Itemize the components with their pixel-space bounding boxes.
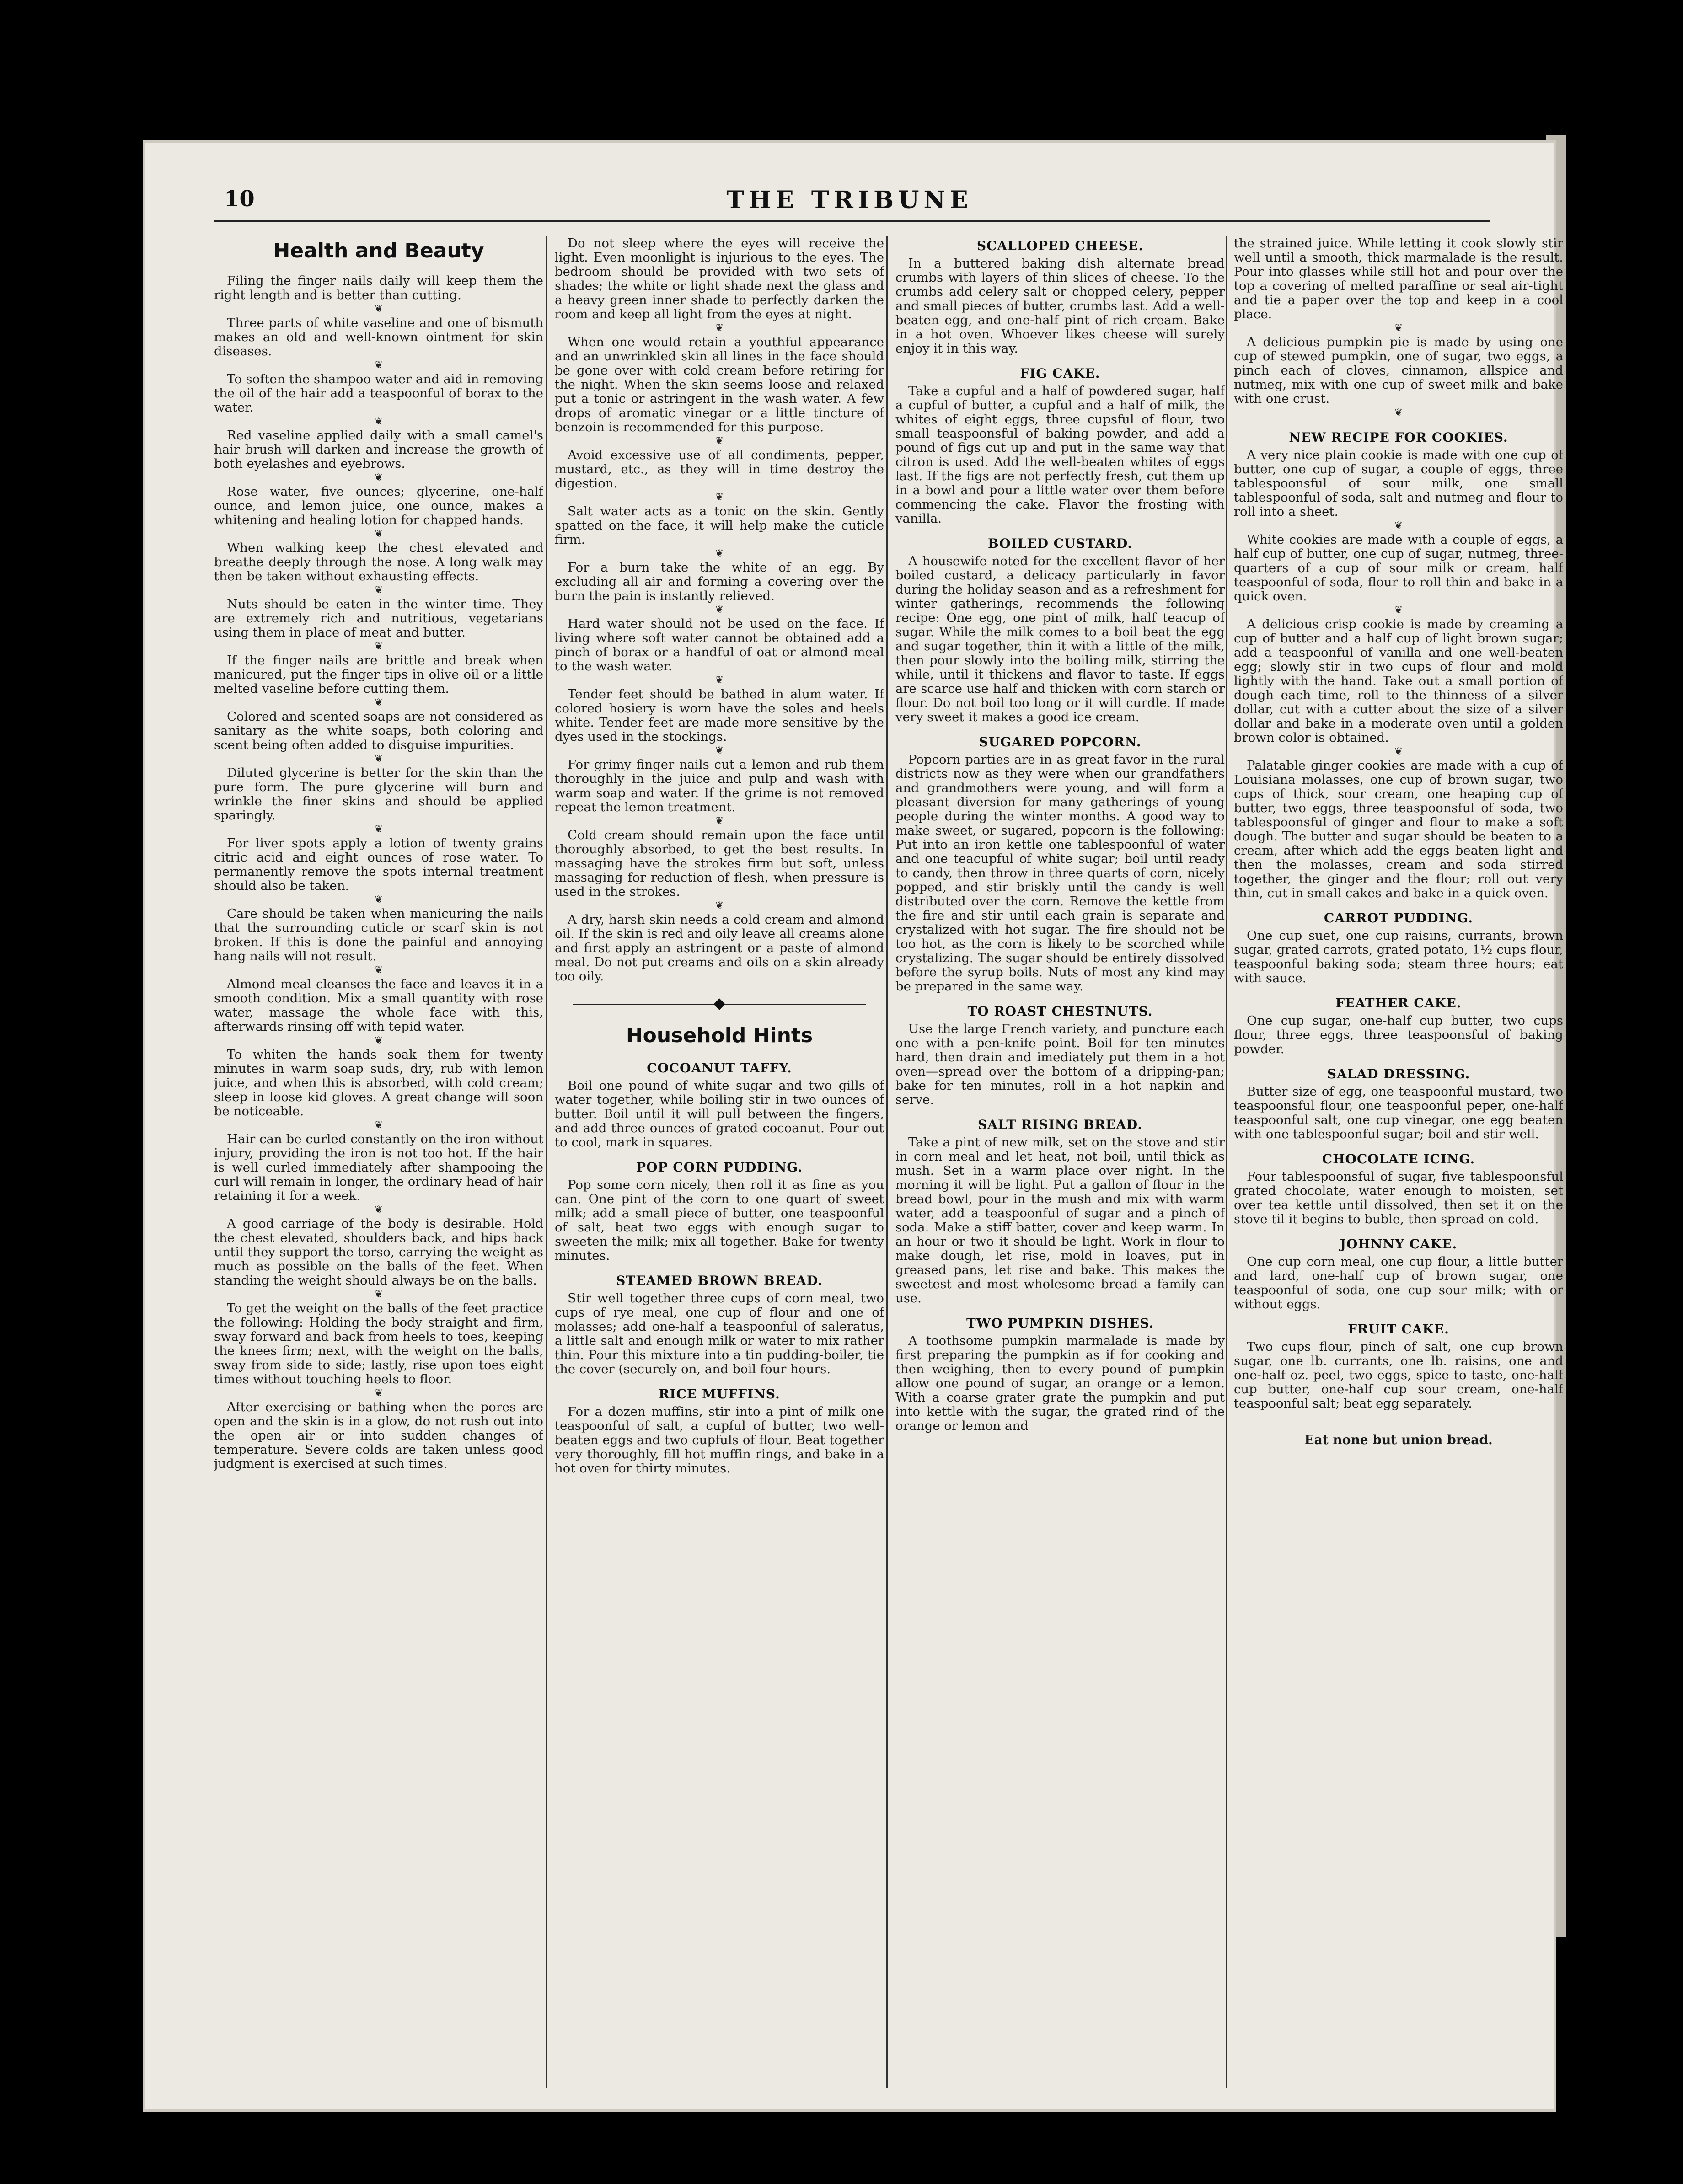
recipe-title: POP CORN PUDDING. (636, 1160, 803, 1175)
recipe-title: COCOANUT TAFFY. (647, 1060, 792, 1076)
recipe-title: CHOCOLATE ICING. (1322, 1151, 1475, 1167)
recipe-text: A delicious pumpkin pie is made by using one cup of stewed pumpkin, one of sugar, two eggs, a pinch each of cloves, cinnamon, allspice and nutmeg, mix with one cup of sweet milk and bake with one crust. (1234, 335, 1563, 406)
health-tip-paragraph: Nuts should be eaten in the winter time. They are extremely rich and nutritious, vegetarians using them in place of meat and butter. (214, 597, 543, 640)
column-rule-1 (546, 236, 547, 2088)
beauty-tip-paragraph: Avoid excessive use of all condiments, pepper, mustard, etc., as they will in time destroy the digestion. (555, 448, 884, 491)
recipe-text: One cup sugar, one-half cup butter, two cups flour, three eggs, three teaspoonsful of baking powder. (1234, 1013, 1563, 1056)
recipe-text: Take a pint of new milk, set on the stove and stir in corn meal and let heat, not boil, until thick as mush. Set in a warm place over night. In the morning it will be light. Put a gallon of flour in the bread bowl, pour in the mush and mix with warm water, add a teaspoonful of sugar and a pinch of soda. Make a stiff batter, cover and keep warm. In an hour or two it should be light. Work in flour to make dough, let rise, mold in loaves, put in greased pans, let rise and bake. This makes the sweetest and most wholesome bread a family can use. (895, 1135, 1225, 1306)
recipe-title: TWO PUMPKIN DISHES. (966, 1316, 1154, 1331)
fleuron-ornament-icon: ❦ (374, 1035, 383, 1046)
fleuron-ornament-icon: ❦ (374, 1289, 383, 1300)
fleuron-ornament-icon: ❦ (715, 548, 724, 559)
health-tip-paragraph: To soften the shampoo water and aid in removing the oil of the hair add a teaspoonful of borax to the water. (214, 372, 543, 415)
health-tip-paragraph: To get the weight on the balls of the feet practice the following: Holding the body straight and firm, sway forward and back from heels to toes, keeping the knees firm; next, with the weight on the balls, sway from side to side; lastly, rise upon toes eight times without touching heels to floor. (214, 1301, 543, 1386)
recipe-title: BOILED CUSTARD. (988, 536, 1132, 551)
recipe-text: Take a cupful and a half of powdered sugar, half a cupful of butter, a cupful and a half of milk, the whites of eight eggs, three cupsful of flour, two small teaspoonsful of baking powder, and add a pound of figs cut up and put in the same way that citron is used. Add the well-beaten whites of eggs last. If the figs are not perfectly fresh, cut them up in a bowl and pour a little water over them before commencing the cake. Flavor the frosting with vanilla. (895, 384, 1225, 526)
health-tip-paragraph: Rose water, five ounces; glycerine, one-half ounce, and lemon juice, one ounce, makes a whitening and healing lotion for chapped hands. (214, 484, 543, 527)
recipe-text: Two cups flour, pinch of salt, one cup brown sugar, one lb. currants, one lb. raisins, one and one-half oz. peel, two eggs, spice to taste, one-half cup butter, one-half cup sour cream, one-half teaspoonful salt; beat egg separately. (1234, 1339, 1563, 1411)
recipe-text: Stir well together three cups of corn meal, two cups of rye meal, one cup of flour and one of molasses; add one-half a teaspoonful of saleratus, a little salt and enough milk or water to mix rather thin. Pour this mixture into a tin pudding-boiler, tie the cover (securely on, and boil four hours. (555, 1291, 884, 1376)
fleuron-ornament-icon: ❦ (715, 435, 724, 447)
recipe-text: For a dozen muffins, stir into a pint of milk one teaspoonful of salt, a cupful of butter, two well-beaten eggs and two cupfuls of flour. Beat together very thoroughly, fill hot muffin rings, and bake in a hot oven for thirty minutes. (555, 1404, 884, 1476)
recipe-title: RICE MUFFINS. (659, 1386, 780, 1402)
recipe-text: Four tablespoonsful of sugar, five tablespoonsful grated chocolate, water enough to moisten, set over tea kettle until dissolved, then set it on the stove til it begins to buble, then spread on cold. (1234, 1169, 1563, 1226)
health-tip-paragraph: When walking keep the chest elevated and breathe deeply through the nose. A long walk may then be taken without exhausting effects. (214, 541, 543, 583)
recipes-list-4 (1234, 406, 1563, 1411)
fleuron-ornament-icon: ❦ (374, 964, 383, 976)
fleuron-ornament-icon: ❦ (374, 472, 383, 483)
beauty-tip-paragraph: Do not sleep where the eyes will receive the light. Even moonlight is injurious to the eyes. The bedroom should be provided with two sets of shades; the white or light shade next the glass and a heavy green inner shade to perfectly darken the room and keep all light from the eyes at night. (555, 236, 884, 321)
fleuron-ornament-icon: ❦ (715, 900, 724, 911)
recipe-text: Popcorn parties are in as great favor in the rural districts now as they were when our grandfathers and grandmothers were young, and will form a pleasant diversion for many gatherings of young people during the winter months. A good way to make sweet, or sugared, popcorn is the following: Put into an iron kettle one tablespoonful of water and one teacupful of white sugar; boil until ready to candy, then throw in three quarts of corn, nicely popped, and stir briskly until the candy is well distributed over the corn. Remove the kettle from the fire and stir until each grain is separate and crystalized with hot sugar. The fire should not be too hot, as the corn is likely to be scorched while crystalizing. The sugar should be entirely dissolved before the syrup boils. Nuts of most any kind may be prepared in the same way. (895, 752, 1225, 994)
health-tip-paragraph: After exercising or bathing when the pores are open and the skin is in a glow, do not rush out into the open air or into sudden changes of temperature. Severe colds are taken unless good judgment is exercised at such times. (214, 1400, 543, 1471)
fleuron-ornament-icon: ❦ (374, 1204, 383, 1215)
recipe-text: Boil one pound of white sugar and two gills of water together, while boiling stir in two ounces of butter. Boil until it will pull between the fingers, and add three ounces of grated cocoanut. Pour out to cool, mark in squares. (555, 1078, 884, 1150)
recipe-text: One cup suet, one cup raisins, currants, brown sugar, grated carrots, grated potato, 1½ cups flour, teaspoonful baking soda; steam three hours; eat with sauce. (1234, 928, 1563, 985)
fleuron-ornament-icon: ❦ (715, 745, 724, 756)
beauty-tip-paragraph: When one would retain a youthful appearance and an unwrinkled skin all lines in the face should be gone over with cold cream before retiring for the night. When the skin seems loose and relaxed put a tonic or astringent in the wash water. A few drops of aromatic vinegar or a little tincture of benzoin is recommended for this purpose. (555, 335, 884, 434)
beauty-tip-paragraph: For a burn take the white of an egg. By excluding all air and forming a covering over the burn the pain is instantly relieved. (555, 560, 884, 603)
diamond-ornament-icon (713, 998, 725, 1010)
fleuron-ornament-icon: ❦ (374, 416, 383, 427)
recipe-text: Use the large French variety, and puncture each one with a pen-knife point. Boil for ten minutes hard, then drain and imediately put them in a hot oven—spread over the bottom of a dripping-pan; bake for ten minutes, roll in a hot napkin and serve. (895, 1022, 1225, 1107)
beauty-tip-paragraph: Salt water acts as a tonic on the skin. Gently spatted on the face, it will help make the cuticle firm. (555, 504, 884, 547)
fleuron-ornament-icon: ❦ (715, 322, 724, 334)
fleuron-ornament-icon: ❦ (374, 528, 383, 540)
section-heading-household-hints: Household Hints (626, 1024, 813, 1047)
fleuron-ornament-icon: ❦ (715, 492, 724, 503)
recipe-title: TO ROAST CHESTNUTS. (967, 1004, 1153, 1019)
recipe-title: FRUIT CAKE. (1348, 1322, 1449, 1337)
recipe-text: the strained juice. While letting it cook slowly stir well until a smooth, thick marmalade is the result. Pour into glasses while still hot and pour over the top a covering of melted paraffine or seal air-tight and tie a paper over the top and keep in a cool place. (1234, 236, 1563, 321)
fleuron-ornament-icon: ❦ (374, 584, 383, 596)
health-tip-paragraph: Hair can be curled constantly on the iron without injury, providing the iron is not too hot. If the hair is well curled immediately after shampooing the curl will remain in longer, the ordinary head of hair retaining it for a week. (214, 1132, 543, 1203)
recipe-title: SALT RISING BREAD. (978, 1117, 1142, 1132)
recipes-list-3 (895, 236, 1225, 1433)
page-number: 10 (224, 186, 255, 212)
recipe-title: FEATHER CAKE. (1335, 996, 1462, 1011)
fleuron-ornament-icon: ❦ (374, 1387, 383, 1399)
column-rule-3 (1226, 236, 1227, 2088)
fleuron-ornament-icon: ❦ (715, 674, 724, 686)
recipe-text: One cup corn meal, one cup flour, a little butter and lard, one-half cup of brown sugar, one teaspoonful of soda, one cup sour milk; with or without eggs. (1234, 1254, 1563, 1311)
recipe-title: SALAD DRESSING. (1327, 1066, 1470, 1081)
fleuron-ornament-icon: ❦ (374, 894, 383, 905)
health-tip-paragraph: To whiten the hands soak them for twenty minutes in warm soap suds, dry, rub with lemon juice, and when this is absorbed, with cold cream; sleep in loose kid gloves. A great change will soon be noticeable. (214, 1047, 543, 1119)
masthead (145, 186, 1554, 214)
fleuron-ornament-icon: ❦ (1394, 407, 1403, 418)
health-tip-paragraph: A good carriage of the body is desirable. Hold the chest elevated, shoulders back, and hips back until they support the torso, carrying the weight as much as possible on the balls of the feet. When standing the weight should always be on the balls. (214, 1216, 543, 1288)
recipe-title: SUGARED POPCORN. (979, 734, 1142, 749)
fleuron-ornament-icon: ❦ (374, 824, 383, 835)
recipe-title: STEAMED BROWN BREAD. (616, 1273, 823, 1288)
column-recipes-4 (1234, 236, 1563, 2088)
column-rule-2 (886, 236, 888, 2088)
newspaper-page (145, 143, 1563, 2109)
beauty-tip-paragraph: A dry, harsh skin needs a cold cream and almond oil. If the skin is red and oily leave all creams alone and first apply an astringent or a paste of almond meal. Do not put creams and oils on a skin already too oily. (555, 912, 884, 984)
fleuron-ornament-icon: ❦ (374, 1119, 383, 1131)
recipe-text: Butter size of egg, one teaspoonful mustard, two teaspoonsful flour, one teaspoonful peper, one-half teaspoonful salt, one cup vinegar, one egg beaten with one tablespoonful sugar; boil and stir well. (1234, 1084, 1563, 1141)
health-tip-paragraph: Colored and scented soaps are not considered as sanitary as the white soaps, both coloring and scent being often added to disguise impurities. (214, 709, 543, 752)
health-tip-paragraph: Care should be taken when manicuring the nails that the surrounding cuticle or scarf skin is not broken. If this is done the painful and annoying hang nails will not result. (214, 906, 543, 964)
recipe-title: JOHNNY CAKE. (1340, 1237, 1458, 1252)
beauty-tip-paragraph: Tender feet should be bathed in alum water. If colored hosiery is worn have the soles and heels white. Tender feet are made more sensitive by the dyes used in the stockings. (555, 687, 884, 744)
recipe-text: White cookies are made with a couple of eggs, a half cup of butter, one cup of sugar, nutmeg, three-quarters of a cup of sour milk or cream, half teaspoonful of soda, flour to roll thin and bake in a quick oven. (1234, 532, 1563, 604)
fleuron-ornament-icon: ❦ (1394, 322, 1403, 334)
health-tips-list (214, 274, 543, 1471)
health-tip-paragraph: Red vaseline applied daily with a small camel's hair brush will darken and increase the growth of both eyelashes and eyebrows. (214, 428, 543, 471)
health-tip-paragraph: Filing the finger nails daily will keep them the right length and is better than cutting. (214, 273, 543, 302)
section-divider (555, 996, 884, 1014)
fleuron-ornament-icon: ❦ (1394, 520, 1403, 531)
fleuron-ornament-icon: ❦ (1394, 605, 1403, 616)
recipe-text: A delicious crisp cookie is made by creaming a cup of butter and a half cup of light brown sugar; add a teaspoonful of vanilla and one well-beaten egg; slowly stir in two cups of flour and mold lightly with the hand. Take out a small portion of dough each time, roll to the thinness of a silver dollar, cut with a cutter about the size of a silver dollar and bake in a moderate oven until a golden brown color is obtained. (1234, 617, 1563, 745)
health-tip-paragraph: If the finger nails are brittle and break when manicured, put the finger tips in olive oil or a little melted vaseline before cutting them. (214, 653, 543, 696)
fleuron-ornament-icon: ❦ (374, 641, 383, 652)
beauty-tips-continued (555, 236, 884, 984)
union-bread-motto: Eat none but union bread. (1304, 1432, 1493, 1447)
recipe-title: CARROT PUDDING. (1324, 910, 1473, 926)
health-tip-paragraph: For liver spots apply a lotion of twenty grains citric acid and eight ounces of rose water. To permanently remove the spots internal treatment should also be taken. (214, 836, 543, 893)
beauty-tip-paragraph: For grimy finger nails cut a lemon and rub them thoroughly in the juice and pulp and wash with warm soap and water. If the grime is not removed repeat the lemon treatment. (555, 757, 884, 814)
recipe-text: In a buttered baking dish alternate bread crumbs with layers of thin slices of cheese. To the crumbs add celery salt or chopped celery, pepper and small pieces of butter, crumbs last. Add a well-beaten egg, and one-half pint of rich cream. Bake in a hot oven. Whoever likes cheese will surely enjoy it in this way. (895, 256, 1225, 356)
fleuron-ornament-icon: ❦ (374, 359, 383, 371)
recipe-text: Palatable ginger cookies are made with a cup of Louisiana molasses, one cup of brown sugar, two cups of thick, sour cream, one heaping cup of butter, two eggs, three teaspoonsful of soda, two tablespoonsful of ginger and flour to make a soft dough. The butter and sugar should be beaten to a cream, after which add the eggs beaten light and then the molasses, cream and soda stirred together, the ginger and the flour; roll out very thin, cut in small cakes and bake in a quick oven. (1234, 758, 1563, 900)
column-recipes-3 (895, 236, 1225, 2088)
pumpkin-dishes-continued (1234, 236, 1563, 406)
recipe-text: A very nice plain cookie is made with one cup of butter, one cup of sugar, a couple of eggs, three tablespoonsful of sour milk, one small tablespoonful of soda, salt and nutmeg and flour to roll into a sheet. (1234, 448, 1563, 519)
recipe-title: NEW RECIPE FOR COOKIES. (1289, 430, 1508, 445)
recipe-text: A toothsome pumpkin marmalade is made by first preparing the pumpkin as if for cooking and then weighing, then to every pound of pumpkin allow one pound of sugar, an orange or a lemon. With a coarse grater grate the pumpkin and put into kettle with the sugar, the grated rind of the orange or lemon and (895, 1333, 1225, 1433)
health-tip-paragraph: Almond meal cleanses the face and leaves it in a smooth condition. Mix a small quantity with rose water, massage the whole face with this, afterwards rinsing off with tepid water. (214, 977, 543, 1034)
fleuron-ornament-icon: ❦ (1394, 746, 1403, 757)
fleuron-ornament-icon: ❦ (715, 604, 724, 616)
fleuron-ornament-icon: ❦ (715, 815, 724, 827)
beauty-tip-paragraph: Cold cream should remain upon the face until thoroughly absorbed, to get the best results. In massaging have the strokes firm but soft, unless massaging for reduction of flesh, when pressure is used in the strokes. (555, 828, 884, 899)
recipe-text: Pop some corn nicely, then roll it as fine as you can. One pint of the corn to one quart of sweet milk; add a small piece of butter, one teaspoonful of salt, beat two eggs with enough sugar to sweeten the milk; mix all together. Bake for twenty minutes. (555, 1178, 884, 1263)
fleuron-ornament-icon: ❦ (374, 753, 383, 765)
recipe-title: SCALLOPED CHEESE. (976, 238, 1144, 253)
newspaper-title: THE TRIBUNE (726, 186, 973, 214)
section-heading-health-and-beauty: Health and Beauty (273, 239, 484, 262)
column-beauty-continued-and-hints (555, 236, 884, 2088)
health-tip-paragraph: Three parts of white vaseline and one of bismuth makes an old and well-known ointment for skin diseases. (214, 316, 543, 359)
recipe-title: FIG CAKE. (1020, 366, 1100, 381)
fleuron-ornament-icon: ❦ (374, 697, 383, 708)
column-health-and-beauty (214, 236, 543, 2088)
fleuron-ornament-icon: ❦ (374, 303, 383, 315)
recipe-text: A housewife noted for the excellent flavor of her boiled custard, a delicacy particularly in favor during the holiday season and as a refreshment for winter gatherings, recommends the following recipe: One egg, one pint of milk, half teacup of sugar. While the milk comes to a boil beat the egg and sugar together, thin it with a little of the milk, then pour slowly into the boiling milk, stirring the while, until it thickens and flavor to taste. If eggs are scarce use half and thicken with corn starch or flour. Do not boil too long or it will curdle. If made very sweet it makes a good ice cream. (895, 554, 1225, 724)
health-tip-paragraph: Diluted glycerine is better for the skin than the pure form. The pure glycerine will burn and wrinkle the finer skins and should be applied sparingly. (214, 765, 543, 823)
beauty-tip-paragraph: Hard water should not be used on the face. If living where soft water cannot be obtained add a pinch of borax or a handful of oat or almond meal to the wash water. (555, 616, 884, 674)
household-recipes-list (555, 1059, 884, 1476)
header-rule (214, 220, 1490, 222)
